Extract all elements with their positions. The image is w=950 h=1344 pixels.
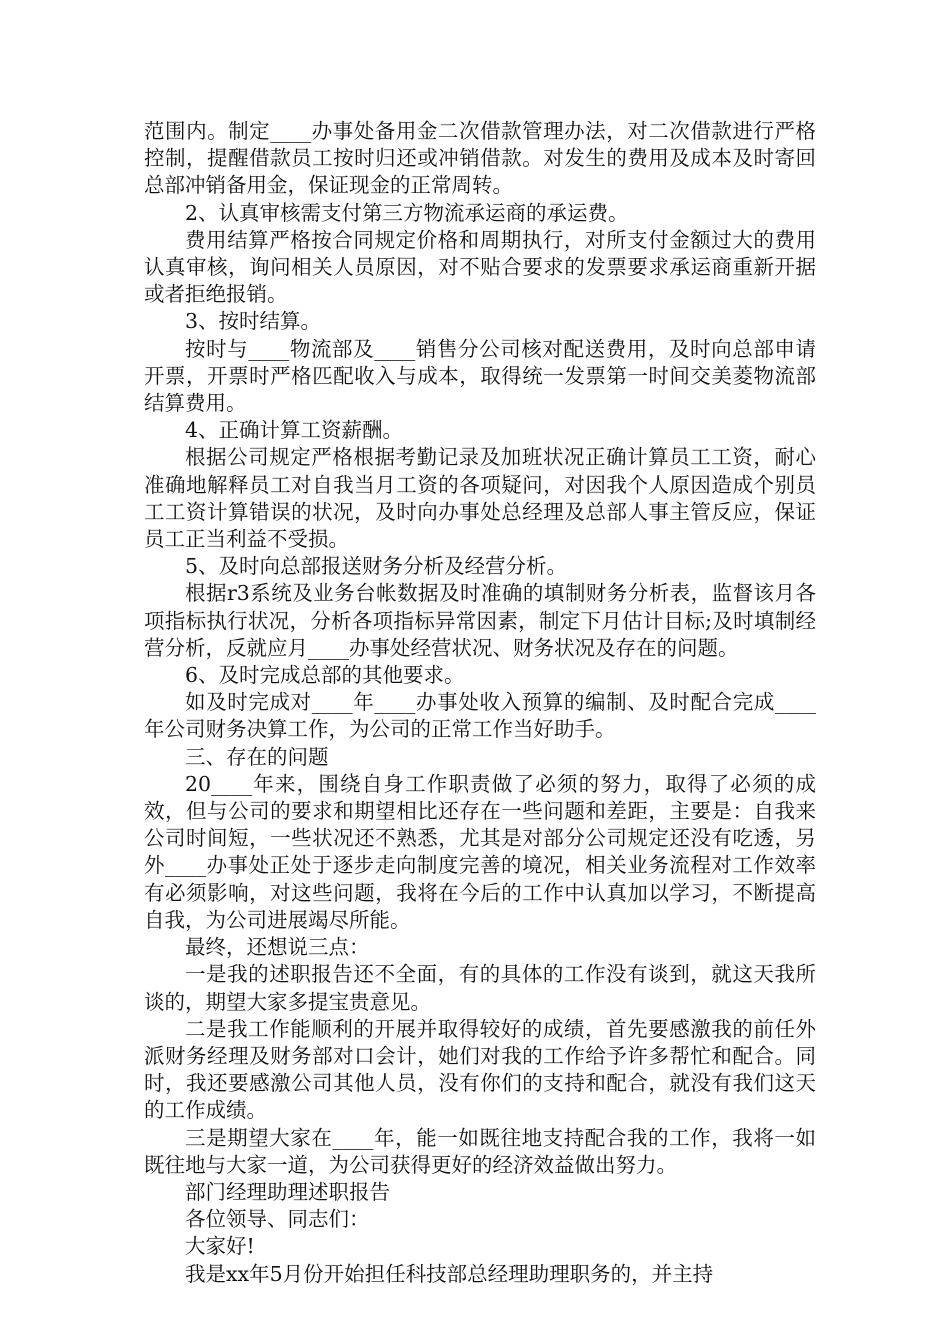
paragraph: 范围内。制定____办事处备用金二次借款管理办法，对二次借款进行严格控制，提醒借款员工按时归还或冲销借款。对发生的费用及成本及时寄回总部冲销备用金，保证现金的正常周转。 [144,119,816,198]
paragraph: 根据r3系统及业务台帐数据及时准确的填制财务分析表，监督该月各项指标执行状况，分析各项指标异常因素，制定下月估计目标;及时填制经营分析，反就应月____办事处经营状况、财务状况及存在的问题。 [144,581,816,660]
section-heading: 4、正确计算工资薪酬。 [185,418,404,443]
paragraph: 如及时完成对____年____办事处收入预算的编制、及时配合完成____年公司财务决算工作，为公司的正常工作当好助手。 [144,690,816,742]
paragraph: 按时与____物流部及____销售分公司核对配送费用，及时向总部申请开票，开票时严格匹配收入与成本，取得统一发票第一时间交美菱物流部结算费用。 [144,336,816,416]
paragraph: 20____年来，围绕自身工作职责做了必须的努力，取得了必须的成效，但与公司的要求和期望相比还存在一些问题和差距，主要是：自我来公司时间短，一些状况还不熟悉，尤其是对部分公司规定还没有吃透，另外____办事处正处于逐步走向制度完善的境况，相关业务流程对工作效率有必须影响，对这些问题，我将在今后的工作中认真加以学习，不断提高自我，为公司进展竭尽所能。 [144,771,816,932]
document-body [144,118,816,1288]
section-heading: 三、存在的问题 [185,744,329,769]
paragraph: 最终，还想说三点： [185,935,370,960]
paragraph: 一是我的述职报告还不全面，有的具体的工作没有谈到，就这天我所谈的，期望大家多提宝贵意见。 [144,962,816,1014]
section-heading: 5、及时向总部报送财务分析及经营分析。 [185,554,568,579]
greeting: 大家好! [185,1234,255,1259]
section-heading: 3、按时结算。 [185,309,322,334]
section-heading: 2、认真审核需支付第三方物流承运商的承运费。 [185,200,629,225]
report-title: 部门经理助理述职报告 [185,1179,390,1204]
paragraph: 费用结算严格按合同规定价格和周期执行，对所支付金额过大的费用认真审核，询问相关人员原因，对不贴合要求的发票要求承运商重新开据或者拒绝报销。 [144,227,816,307]
paragraph: 二是我工作能顺利的开展并取得较好的成绩，首先要感激我的前任外派财务经理及财务部对口会计，她们对我的工作给予许多帮忙和配合。同时，我还要感激公司其他人员，没有你们的支持和配合，就没有我们这天的工作成绩。 [144,1016,816,1123]
paragraph: 我是xx年5月份开始担任科技部总经理助理职务的，并主持 [185,1261,714,1286]
paragraph: 根据公司规定严格根据考勤记录及加班状况正确计算员工工资，耐心准确地解释员工对自我当月工资的各项疑问，对因我个人原因造成个别员工工资计算错误的状况，及时向办事处总经理及总部人事主管反应，保证员工正当利益不受损。 [144,445,816,552]
section-heading: 6、及时完成总部的其他要求。 [185,663,465,688]
salutation: 各位领导、同志们： [185,1207,370,1232]
paragraph: 三是期望大家在____年，能一如既往地支持配合我的工作，我将一如既往地与大家一道，为公司获得更好的经济效益做出努力。 [144,1125,816,1177]
